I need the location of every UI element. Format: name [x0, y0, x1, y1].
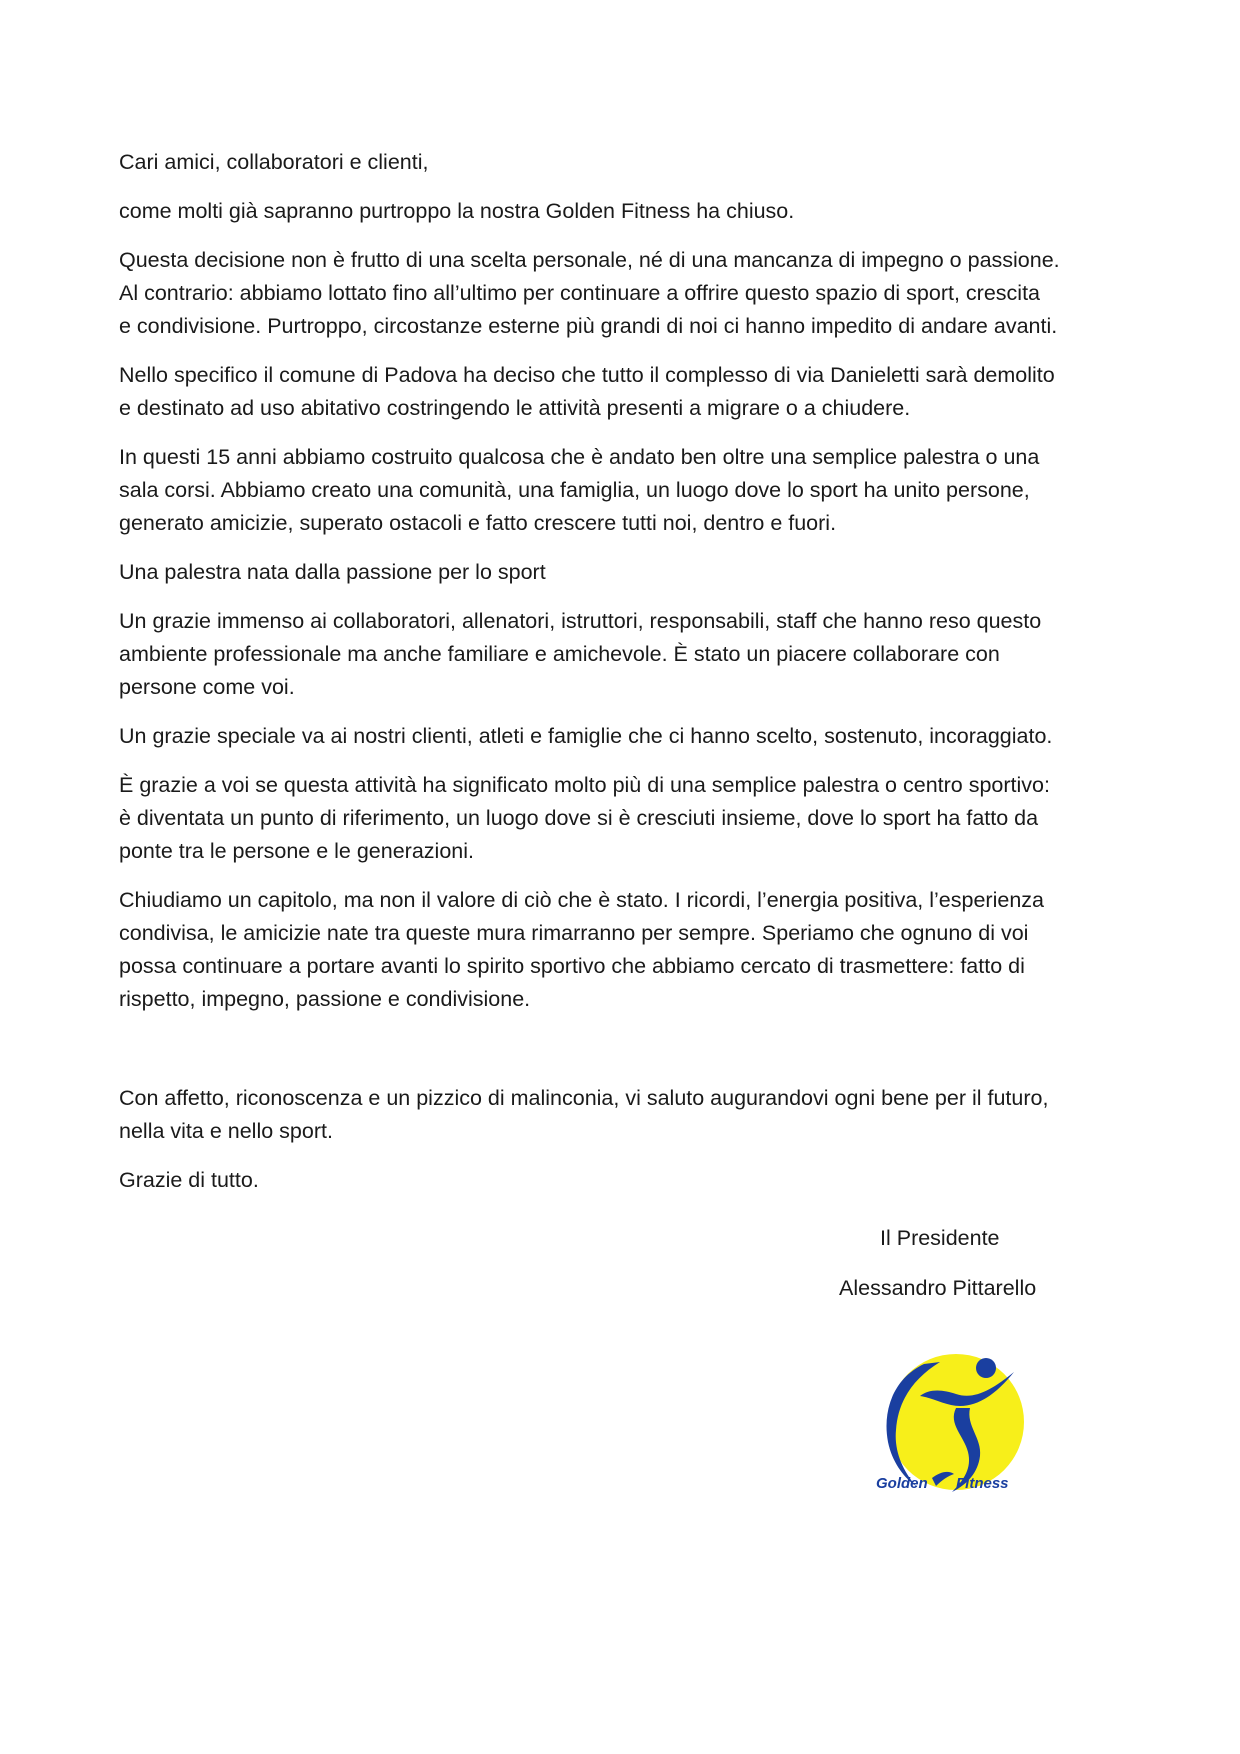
paragraph-thanks-all: Grazie di tutto. — [119, 1168, 259, 1192]
paragraph-thanks-staff: Un grazie immenso ai collaboratori, allenatori, istruttori, responsabili, staff che hanno reso questo ambiente professionale ma anche familiare e amichevole. È stato un piacere collaborare con persone come voi. — [119, 609, 1042, 699]
paragraph-closure-announcement: come molti già sapranno purtroppo la nostra Golden Fitness ha chiuso. — [119, 199, 795, 223]
logo-figure-head — [976, 1358, 996, 1378]
paragraph-farewell: Con affetto, riconoscenza e un pizzico di malinconia, vi saluto augurandovi ogni bene per il futuro, nella vita e nello sport. — [119, 1086, 1049, 1143]
golden-fitness-logo-graphic — [864, 1350, 1044, 1510]
paragraph-decision: Questa decisione non è frutto di una scelta personale, né di una mancanza di impegno o passione. Al contrario: abbiamo lottato fino all’ultimo per continuare a offrire questo spazio di sport, crescita e condivisione. Purtroppo, circostanze esterne più grandi di noi ci hanno impedito di andare avanti. — [119, 248, 1060, 338]
paragraph-passion: Una palestra nata dalla passione per lo sport — [119, 560, 546, 584]
logo-word-golden: Golden — [876, 1475, 928, 1492]
salutation: Cari amici, collaboratori e clienti, — [119, 150, 429, 174]
paragraph-fifteen-years: In questi 15 anni abbiamo costruito qualcosa che è andato ben oltre una semplice palestra o una sala corsi. Abbiamo creato una comunità, una famiglia, un luogo dove lo sport ha unito persone, generato amicizie, superato ostacoli e fatto crescere tutti noi, dentro e fuori. — [119, 445, 1040, 535]
signature-title: Il Presidente — [880, 1226, 1000, 1250]
golden-fitness-logo — [864, 1350, 1044, 1510]
paragraph-closing-chapter: Chiudiamo un capitolo, ma non il valore di ciò che è stato. I ricordi, l’energia positiva, l’esperienza condivisa, le amicizie nate tra queste mura rimarranno per sempre. Speriamo che ognuno di voi possa continuare a portare avanti lo spirito sportivo che abbiamo cercato di trasmettere: fatto di rispetto, impegno, passione e condivisione. — [119, 888, 1044, 1011]
logo-word-fitness: Fitness — [956, 1475, 1009, 1492]
letter-body — [119, 146, 1129, 1213]
paragraph-thanks-clients: Un grazie speciale va ai nostri clienti, atleti e famiglie che ci hanno scelto, sostenuto, incoraggiato. — [119, 724, 1053, 748]
paragraph-demolition: Nello specifico il comune di Padova ha deciso che tutto il complesso di via Danieletti sarà demolito e destinato ad uso abitativo costringendo le attività presenti a migrare o a chiudere. — [119, 363, 1055, 420]
signature-name: Alessandro Pittarello — [839, 1276, 1037, 1300]
paragraph-meaning: È grazie a voi se questa attività ha significato molto più di una semplice palestra o centro sportivo: è diventata un punto di riferimento, un luogo dove si è cresciuti insieme, dove lo sport ha fatto da ponte tra le persone e le generazioni. — [119, 773, 1050, 863]
